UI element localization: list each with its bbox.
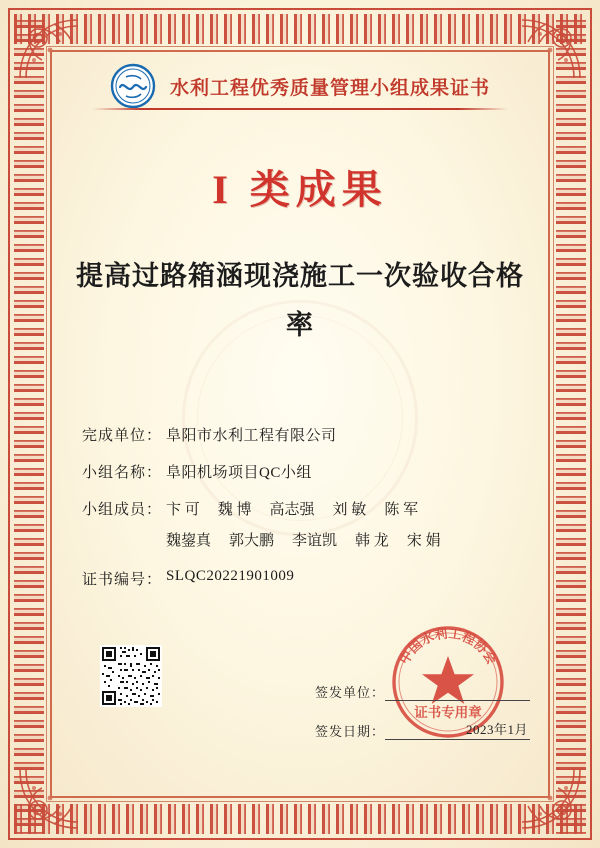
info-row-unit [82, 424, 530, 445]
info-row-team [82, 461, 530, 482]
issuer-value [385, 683, 530, 701]
certificate-number-label: 证书编号： [82, 572, 163, 588]
issue-date-label: 签发日期： [315, 724, 386, 739]
certificate-header-title: 水利工程优秀质量管理小组成果证书 [169, 77, 490, 99]
certificate-info-block [82, 424, 530, 605]
seal-inner-text: 证书专用章 [414, 705, 482, 720]
signature-block [315, 682, 530, 758]
member-name: 韩 龙 [355, 533, 389, 549]
members-line-2 [166, 529, 530, 550]
achievement-title: 提高过路箱涵现浇施工一次验收合格率 [76, 261, 524, 340]
certificate-number-value: SLQC20221901009 [166, 568, 295, 584]
member-name: 刘 敏 [332, 502, 367, 518]
member-name: 魏鋆真 [166, 533, 212, 549]
grade-label: I 类成果 [212, 167, 388, 212]
info-row-members [82, 498, 530, 550]
qr-code[interactable] [100, 645, 162, 707]
members-columns [166, 498, 530, 550]
member-name: 陈 军 [384, 502, 419, 518]
certificate-header [60, 62, 540, 110]
seal-outer-text: 中国水利工程协会 [396, 625, 500, 667]
member-name: 魏 博 [217, 502, 252, 518]
unit-label: 完成单位： [82, 428, 163, 444]
unit-value: 阜阳市水利工程有限公司 [166, 428, 337, 444]
issuer-row [315, 682, 530, 701]
member-name: 宋 娟 [406, 533, 441, 549]
border-pattern-bottom [14, 804, 586, 834]
member-name: 郭大鹏 [229, 533, 275, 549]
members-line-1 [166, 498, 530, 519]
issue-date-value: 2023年1月 [385, 719, 530, 740]
member-name: 李谊凯 [292, 533, 338, 549]
member-name: 高志强 [269, 502, 315, 518]
issuer-label: 签发单位： [315, 685, 386, 700]
border-pattern-top [14, 14, 586, 44]
header-divider [92, 108, 508, 110]
info-row-certificate-number [82, 568, 530, 589]
members-label: 小组成员： [82, 502, 163, 518]
team-label: 小组名称： [82, 465, 163, 481]
water-resources-emblem-icon [110, 63, 156, 109]
issue-date-row [315, 719, 530, 740]
team-value: 阜阳机场项目QC小组 [166, 465, 312, 481]
border-pattern-left [14, 14, 44, 834]
border-pattern-right [556, 14, 586, 834]
member-name: 卞 可 [166, 502, 200, 518]
